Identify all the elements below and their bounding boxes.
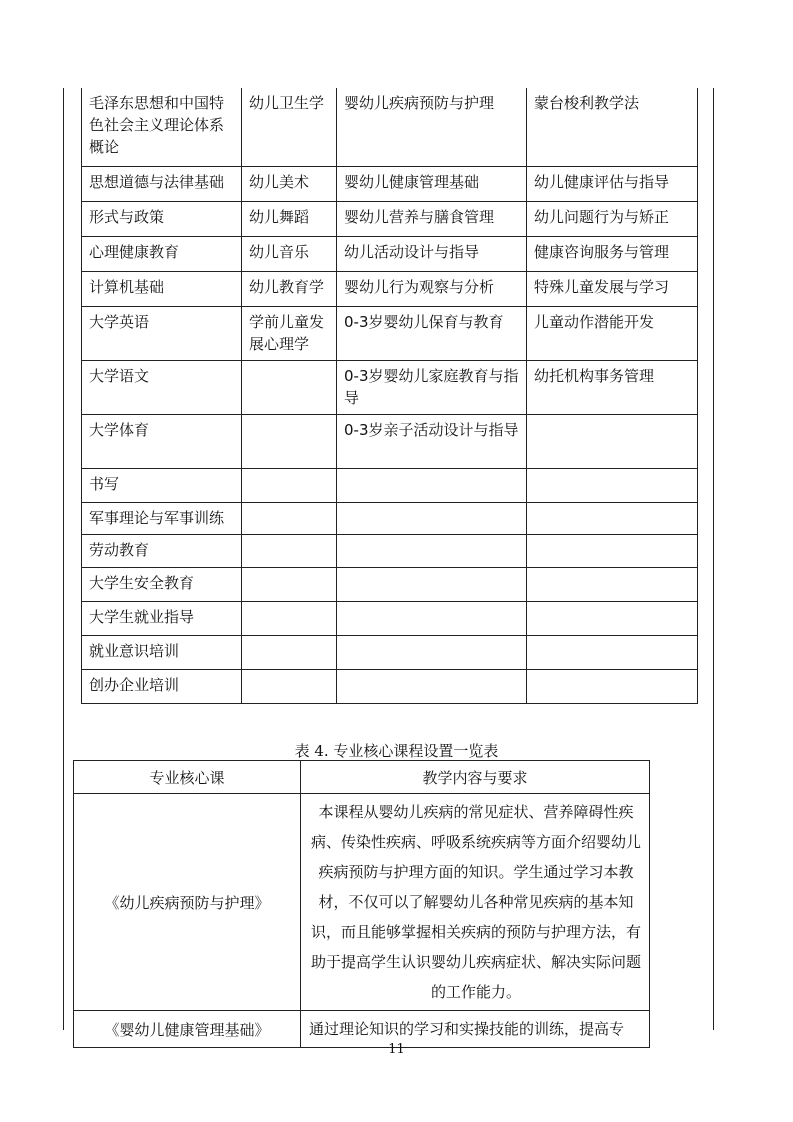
table-cell: 幼儿卫生学 [242,88,337,166]
table-cell: 大学英语 [82,306,242,360]
table-row [82,534,698,567]
table-cell [337,534,527,567]
table-row [82,414,698,468]
table-row [82,88,698,166]
table-cell: 婴幼儿行为观察与分析 [337,271,527,306]
table-cell: 婴幼儿疾病预防与护理 [337,88,527,166]
table-cell [242,635,337,669]
table-row [82,635,698,669]
table-row [82,201,698,236]
table-cell [242,502,337,534]
table-cell: 特殊儿童发展与学习 [527,271,698,306]
core-course-table [73,760,650,1048]
table-cell: 蒙台梭利教学法 [527,88,698,166]
table-cell: 0-3岁婴幼儿家庭教育与指导 [337,360,527,414]
table-row [82,502,698,534]
table-cell [242,414,337,468]
table-cell [242,534,337,567]
table-cell: 就业意识培训 [82,635,242,669]
table-row [82,236,698,271]
table-cell: 毛泽东思想和中国特色社会主义理论体系概论 [82,88,242,166]
table-row [82,669,698,703]
table-cell: 大学生安全教育 [82,567,242,601]
table-cell [337,601,527,635]
table-cell: 儿童动作潜能开发 [527,306,698,360]
table-cell: 幼儿音乐 [242,236,337,271]
table-cell [527,502,698,534]
table-row [82,360,698,414]
page-number: 11 [388,1042,405,1057]
table-cell: 书写 [82,468,242,502]
table-cell: 大学生就业指导 [82,601,242,635]
table-cell [527,534,698,567]
table-row [82,601,698,635]
table-cell [337,567,527,601]
table-row [82,468,698,502]
table-cell: 心理健康教育 [82,236,242,271]
table-cell: 幼儿健康评估与指导 [527,166,698,201]
core-course-name: 《婴幼儿健康管理基础》 [74,1011,301,1048]
table-cell [337,468,527,502]
table-cell: 幼托机构事务管理 [527,360,698,414]
table-cell: 0-3岁婴幼儿保育与教育 [337,306,527,360]
table-row [82,166,698,201]
table-header-row [74,761,650,794]
header-core-course: 专业核心课 [74,761,301,794]
table-cell: 大学体育 [82,414,242,468]
table-cell [337,635,527,669]
table-cell: 幼儿舞蹈 [242,201,337,236]
table-row [82,567,698,601]
table-row [74,794,650,1011]
table-cell [527,414,698,468]
table-cell [527,601,698,635]
table-caption: 表 4. 专业核心课程设置一览表 [294,742,499,760]
table-cell [337,669,527,703]
table-cell [527,669,698,703]
table-row [82,271,698,306]
core-course-content: 通过理论知识的学习和实操技能的训练，提高专 [301,1011,650,1048]
table-cell [527,567,698,601]
core-course-name: 《幼儿疾病预防与护理》 [74,794,301,1011]
table-cell: 计算机基础 [82,271,242,306]
table-row [82,306,698,360]
table-cell: 健康咨询服务与管理 [527,236,698,271]
table-cell: 军事理论与军事训练 [82,502,242,534]
table-cell [527,468,698,502]
table-cell [527,635,698,669]
table-cell: 幼儿问题行为与矫正 [527,201,698,236]
table-cell [242,669,337,703]
table-cell: 婴幼儿营养与膳食管理 [337,201,527,236]
table-cell: 形式与政策 [82,201,242,236]
table-cell: 0-3岁亲子活动设计与指导 [337,414,527,468]
table-cell [242,468,337,502]
table-cell: 思想道德与法律基础 [82,166,242,201]
table-cell [242,360,337,414]
table-cell: 大学语文 [82,360,242,414]
table-cell: 创办企业培训 [82,669,242,703]
header-content: 教学内容与要求 [301,761,650,794]
table-cell: 婴幼儿健康管理基础 [337,166,527,201]
table-cell: 幼儿美术 [242,166,337,201]
table-cell [242,567,337,601]
table-cell: 幼儿活动设计与指导 [337,236,527,271]
table-cell [242,601,337,635]
table-cell: 劳动教育 [82,534,242,567]
table-cell [337,502,527,534]
table-cell: 学前儿童发展心理学 [242,306,337,360]
core-course-content: 本课程从婴幼儿疾病的常见症状、营养障碍性疾病、传染性疾病、呼吸系统疾病等方面介绍婴幼儿疾病预防与护理方面的知识。学生通过学习本教材，不仅可以了解婴幼儿各种常见疾病的基本知识，而且能够掌握相关疾病的预防与护理方法，有助于提高学生认识婴幼儿疾病症状、解决实际问题的工作能力。 [301,794,650,1011]
table-cell: 幼儿教育学 [242,271,337,306]
course-table [81,88,698,704]
